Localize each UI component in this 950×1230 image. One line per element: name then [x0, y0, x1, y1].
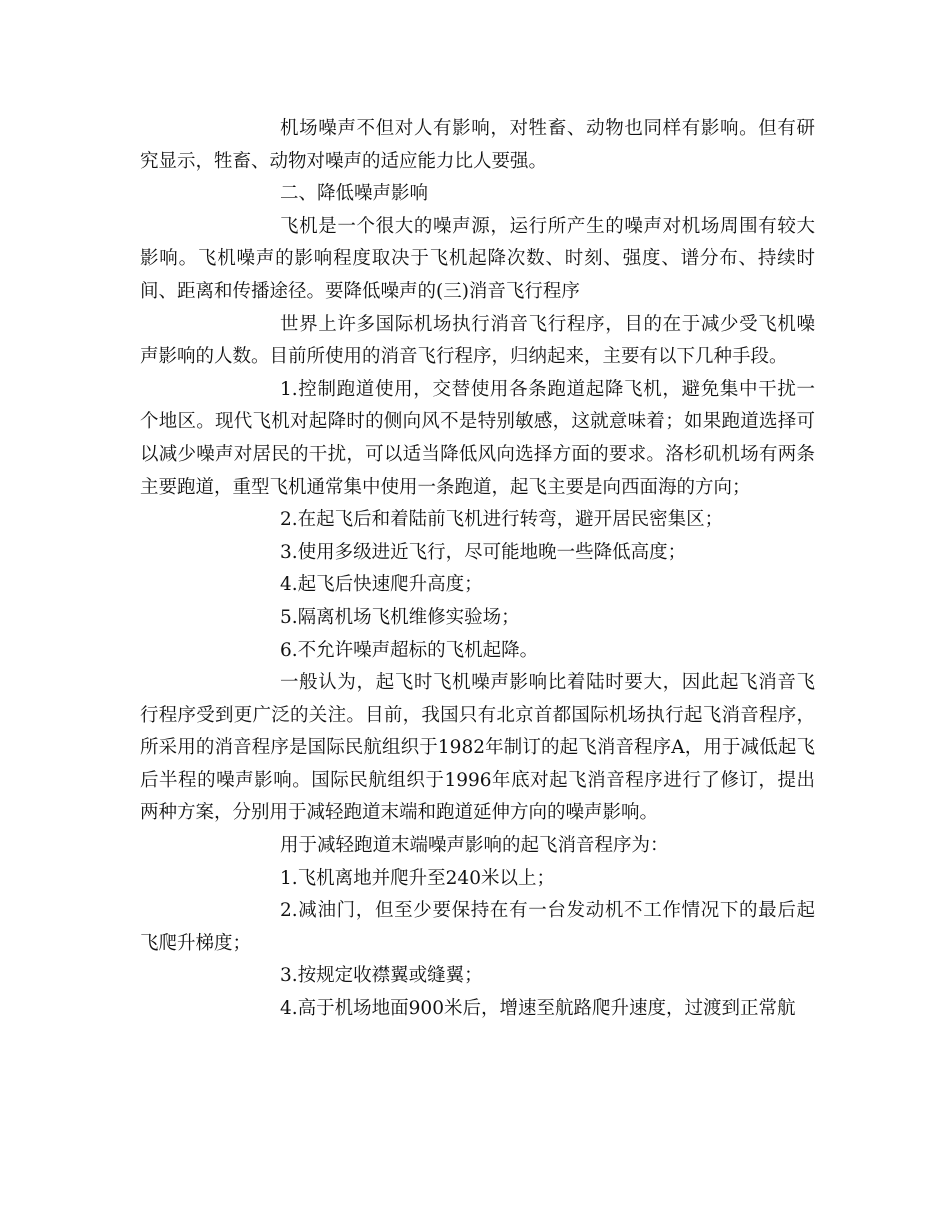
list-item: 4.起飞后快速爬升高度； [280, 574, 483, 596]
section-heading: 二、降低噪声影响 [280, 183, 429, 205]
list-item: 1.飞机离地并爬升至240米以上； [280, 867, 555, 889]
document-body [140, 113, 815, 1026]
list-item: 1.控制跑道使用，交替使用各条跑道起降飞机，避免集中干扰一个地区。现代飞机对起降时的侧向风不是特别敏感，这就意味着；如果跑道选择可以减少噪声对居民的干扰，可以适当降低风向选择方面的要求。洛杉矶机场有两条主要跑道，重型飞机通常集中使用一条跑道，起飞主要是向西面海的方向； [140, 378, 815, 498]
paragraph: 机场噪声不但对人有影响，对牲畜、动物也同样有影响。但有研究显示，牲畜、动物对噪声的适应能力比人要强。 [140, 118, 815, 172]
list-item: 2.在起飞后和着陆前飞机进行转弯，避开居民密集区； [280, 509, 724, 531]
paragraph: 用于减轻跑道末端噪声影响的起飞消音程序为： [280, 835, 669, 857]
paragraph: 飞机是一个很大的噪声源，运行所产生的噪声对机场周围有较大影响。飞机噪声的影响程度取决于飞机起降次数、时刻、强度、谱分布、持续时间、距离和传播途径。要降低噪声的(三)消音飞行程序 [140, 215, 815, 302]
list-item: 4.高于机场地面900米后，增速至航路爬升速度，过渡到正常航 [280, 998, 796, 1020]
paragraph: 一般认为，起飞时飞机噪声影响比着陆时要大，因此起飞消音飞行程序受到更广泛的关注。目前，我国只有北京首都国际机场执行起飞消音程序，所采用的消音程序是国际民航组织于1982年制订的起飞消音程序A，用于减低起飞后半程的噪声影响。国际民航组织于1996年底对起飞消音程序进行了修订，提出两种方案，分别用于减轻跑道末端和跑道延伸方向的噪声影响。 [140, 672, 815, 824]
list-item: 6.不允许噪声超标的飞机起降。 [280, 639, 539, 661]
list-item: 5.隔离机场飞机维修实验场； [280, 606, 520, 628]
list-item: 2.减油门，但至少要保持在有一台发动机不工作情况下的最后起飞爬升梯度； [140, 900, 815, 954]
paragraph: 世界上许多国际机场执行消音飞行程序，目的在于减少受飞机噪声影响的人数。目前所使用的消音飞行程序，归纳起来，主要有以下几种手段。 [140, 313, 815, 368]
list-item: 3.按规定收襟翼或缝翼； [280, 965, 483, 987]
list-item: 3.使用多级进近飞行，尽可能地晚一些降低高度； [280, 541, 687, 563]
